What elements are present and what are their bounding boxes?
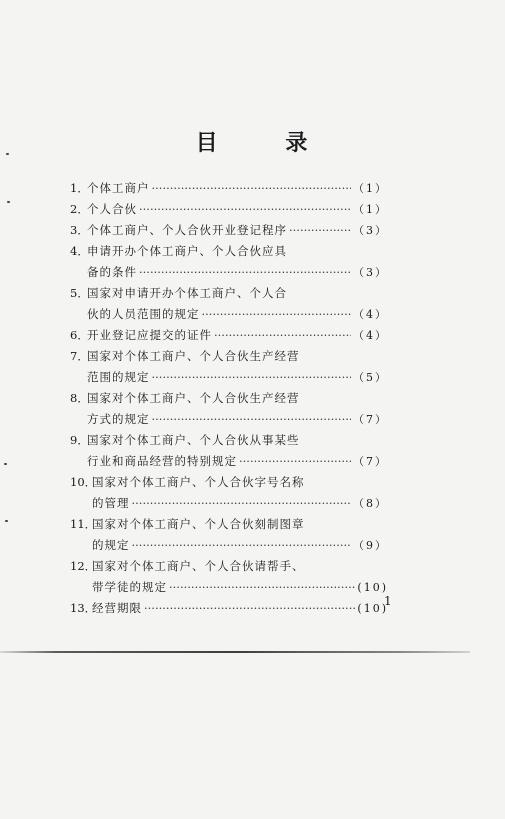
toc-entry-page: （3） bbox=[353, 266, 388, 279]
toc-entry-number: 9． bbox=[70, 433, 89, 447]
toc-entry-page: （3） bbox=[353, 224, 388, 237]
toc-entry-page: （5） bbox=[353, 371, 388, 384]
toc-entry-title: 国家对个体工商户、个人合伙请帮手、 bbox=[92, 559, 305, 573]
toc-entry[interactable] bbox=[70, 241, 388, 283]
toc-entry[interactable] bbox=[70, 325, 388, 346]
leader-dots bbox=[152, 178, 352, 199]
leader-dots bbox=[289, 220, 351, 241]
toc-entry-number: 12． bbox=[70, 559, 97, 573]
toc-entry[interactable] bbox=[70, 514, 388, 556]
toc-entry-title: 国家对个体工商户、个人合伙生产经营 bbox=[87, 349, 300, 363]
toc-entry-page: （1） bbox=[353, 203, 388, 216]
toc-entry-number: 8． bbox=[70, 391, 89, 405]
leader-dots bbox=[239, 451, 351, 472]
toc-entry[interactable] bbox=[70, 430, 388, 472]
toc-entry-page: (10) bbox=[357, 602, 388, 615]
toc-entry[interactable] bbox=[70, 388, 388, 430]
toc-entry-title-continued: 带学徒的规定 bbox=[92, 580, 167, 594]
leader-dots bbox=[202, 304, 352, 325]
toc-entry-number: 2． bbox=[70, 202, 89, 216]
toc-entry-number: 13． bbox=[70, 601, 97, 615]
page-title: 目 录 bbox=[195, 131, 338, 156]
table-of-contents bbox=[70, 178, 388, 619]
toc-entry-title-continued: 范围的规定 bbox=[87, 370, 150, 384]
toc-entry-page: （8） bbox=[353, 497, 388, 510]
scan-edge-line bbox=[0, 651, 470, 653]
page-number: 1 bbox=[384, 594, 392, 608]
toc-entry-page: (10) bbox=[357, 581, 388, 594]
toc-entry-number: 5． bbox=[70, 286, 89, 300]
toc-entry[interactable] bbox=[70, 346, 388, 388]
toc-entry-number: 3． bbox=[70, 223, 89, 237]
toc-entry-title: 国家对个体工商户、个人合伙字号名称 bbox=[92, 475, 305, 489]
leader-dots bbox=[152, 409, 352, 430]
toc-entry-number: 4． bbox=[70, 244, 89, 258]
toc-entry-number: 6． bbox=[70, 328, 89, 342]
toc-entry-title-continued: 的规定 bbox=[92, 538, 130, 552]
toc-entry-page: （7） bbox=[353, 455, 388, 468]
toc-entry-page: （4） bbox=[353, 329, 388, 342]
toc-entry-title: 个人合伙 bbox=[87, 202, 137, 216]
toc-entry-title: 开业登记应提交的证件 bbox=[87, 328, 212, 342]
toc-entry[interactable] bbox=[70, 199, 388, 220]
scan-speck bbox=[7, 201, 10, 203]
toc-entry-title: 国家对个体工商户、个人合伙从事某些 bbox=[87, 433, 300, 447]
leader-dots bbox=[139, 199, 351, 220]
leader-dots bbox=[139, 262, 351, 283]
scan-speck bbox=[5, 520, 8, 522]
toc-entry-number: 11． bbox=[70, 517, 97, 531]
leader-dots bbox=[132, 535, 352, 556]
toc-entry-title-continued: 的管理 bbox=[92, 496, 130, 510]
scan-speck bbox=[4, 463, 7, 465]
leader-dots bbox=[169, 577, 355, 598]
toc-entry[interactable] bbox=[70, 220, 388, 241]
toc-entry[interactable] bbox=[70, 178, 388, 199]
scan-speck bbox=[6, 153, 9, 155]
toc-entry-page: （4） bbox=[353, 308, 388, 321]
leader-dots bbox=[132, 493, 352, 514]
leader-dots bbox=[214, 325, 351, 346]
toc-entry-title: 国家对个体工商户、个人合伙生产经营 bbox=[87, 391, 300, 405]
toc-entry[interactable] bbox=[70, 472, 388, 514]
toc-entry-number: 1． bbox=[70, 181, 89, 195]
toc-entry-title: 国家对个体工商户、个人合伙刻制图章 bbox=[92, 517, 305, 531]
leader-dots bbox=[144, 598, 355, 619]
toc-entry[interactable] bbox=[70, 556, 388, 598]
toc-entry-title: 申请开办个体工商户、个人合伙应具 bbox=[87, 244, 287, 258]
toc-entry-page: （9） bbox=[353, 539, 388, 552]
toc-entry-title: 个体工商户、个人合伙开业登记程序 bbox=[87, 223, 287, 237]
toc-entry-title: 经营期限 bbox=[92, 601, 142, 615]
toc-entry-page: （1） bbox=[353, 182, 388, 195]
toc-entry[interactable] bbox=[70, 283, 388, 325]
toc-entry-title-continued: 备的条件 bbox=[87, 265, 137, 279]
toc-entry-title-continued: 方式的规定 bbox=[87, 412, 150, 426]
toc-entry-title-continued: 行业和商品经营的特别规定 bbox=[87, 454, 237, 468]
toc-entry-title: 个体工商户 bbox=[87, 181, 150, 195]
leader-dots bbox=[152, 367, 352, 388]
toc-entry-title: 国家对申请开办个体工商户、个人合 bbox=[87, 286, 287, 300]
toc-entry-title-continued: 伙的人员范围的规定 bbox=[87, 307, 200, 321]
toc-entry-number: 7． bbox=[70, 349, 89, 363]
toc-entry-number: 10． bbox=[70, 475, 97, 489]
toc-entry[interactable] bbox=[70, 598, 388, 619]
toc-entry-page: （7） bbox=[353, 413, 388, 426]
